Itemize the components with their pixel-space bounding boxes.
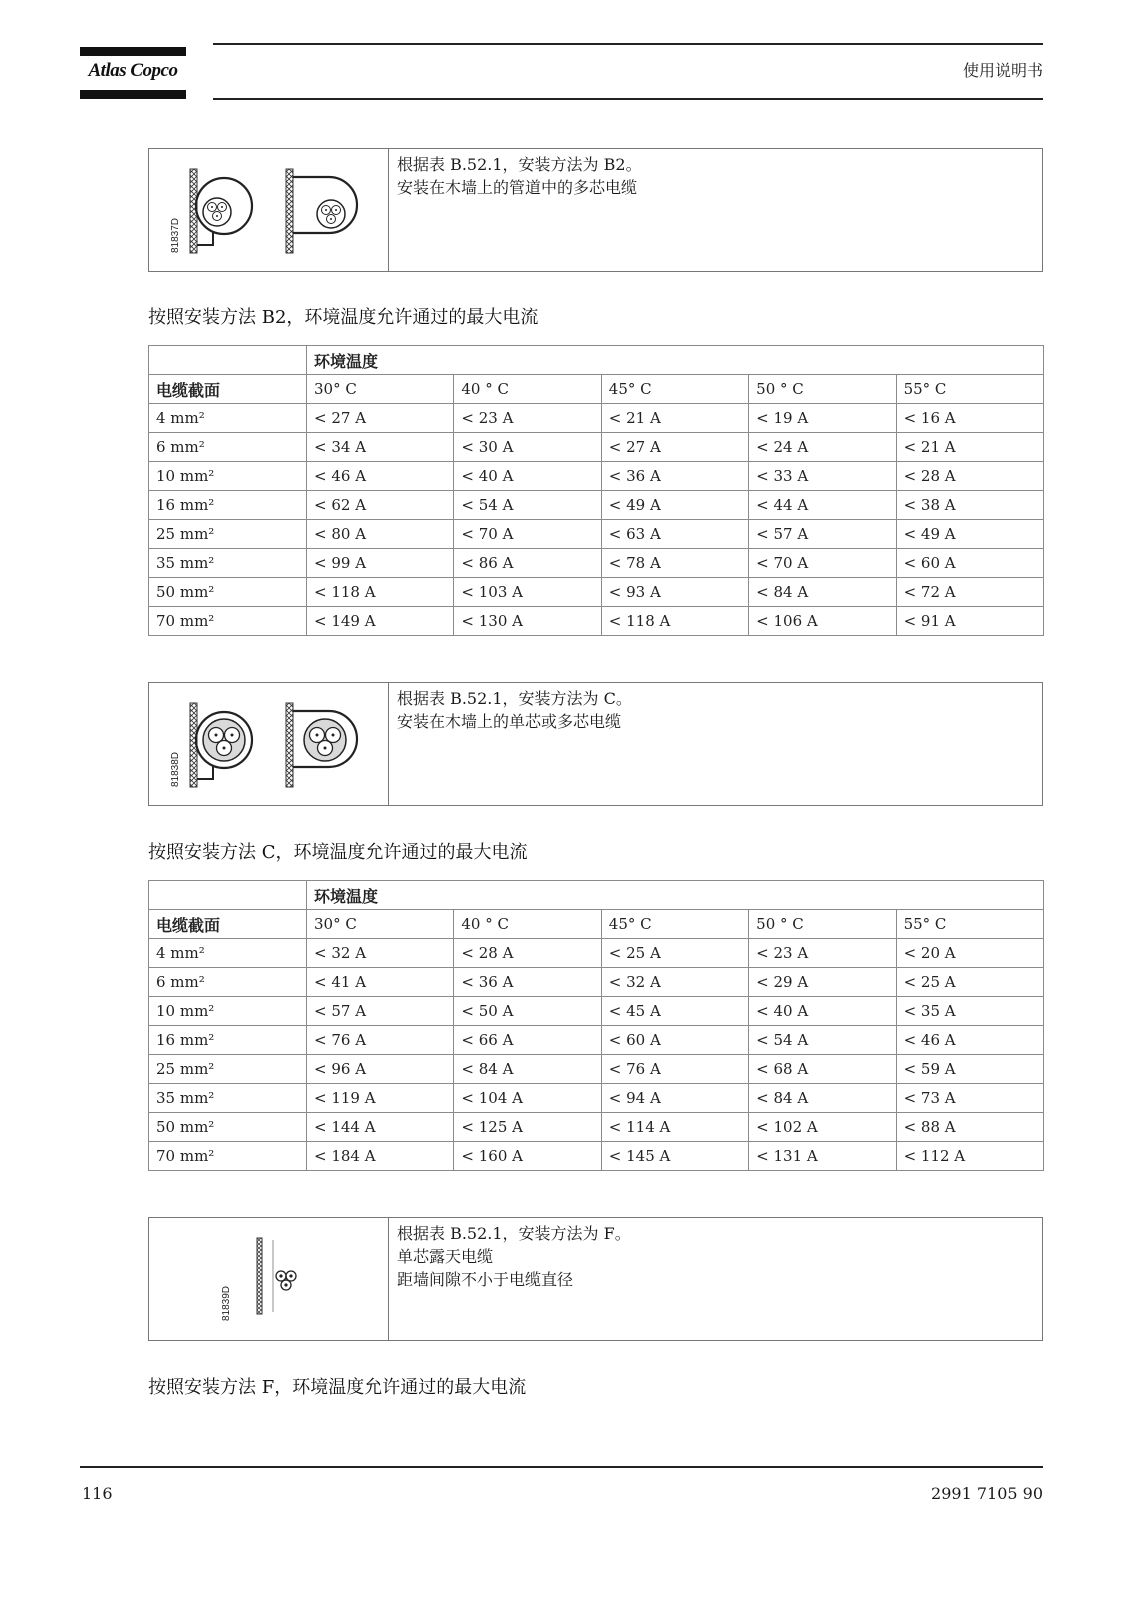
temperature-header-cell: 55° C — [896, 375, 1043, 404]
ambient-temp-header: 环境温度 — [307, 881, 1044, 910]
cable-wall-diagram — [149, 683, 388, 807]
method-f-infobox — [148, 1217, 1043, 1341]
method-b2-current-table — [148, 345, 1044, 636]
current-value-cell: < 130 A — [454, 607, 601, 636]
cable-section-cell: 6 mm² — [149, 433, 307, 462]
temperature-header-cell: 40 ° C — [454, 375, 601, 404]
current-value-cell: < 73 A — [896, 1084, 1043, 1113]
ambient-temp-header: 环境温度 — [307, 346, 1044, 375]
atlas-copco-logo — [80, 47, 186, 99]
table-row — [149, 433, 1044, 462]
table-header-row — [149, 375, 1044, 404]
description-line: 距墙间隙不小于电缆直径 — [397, 1270, 574, 1289]
current-value-cell: < 76 A — [307, 1026, 454, 1055]
current-value-cell: < 27 A — [307, 404, 454, 433]
method-c-infobox — [148, 682, 1043, 806]
method-b2-caption: 按照安装方法 B2，环境温度允许通过的最大电流 — [148, 307, 539, 328]
current-value-cell: < 20 A — [896, 939, 1043, 968]
description-line: 安装在木墙上的单芯或多芯电缆 — [397, 712, 622, 731]
open-air-cable-diagram — [149, 1218, 388, 1342]
current-value-cell: < 27 A — [601, 433, 748, 462]
logo-bar-top — [80, 47, 186, 56]
current-value-cell: < 49 A — [896, 520, 1043, 549]
cable-section-cell: 4 mm² — [149, 939, 307, 968]
current-value-cell: < 35 A — [896, 997, 1043, 1026]
current-value-cell: < 62 A — [307, 491, 454, 520]
current-value-cell: < 96 A — [307, 1055, 454, 1084]
table-row — [149, 968, 1044, 997]
current-value-cell: < 16 A — [896, 404, 1043, 433]
current-value-cell: < 114 A — [601, 1113, 748, 1142]
method-f-description — [389, 1218, 639, 1340]
method-f-caption: 按照安装方法 F，环境温度允许通过的最大电流 — [148, 1377, 527, 1398]
current-value-cell: < 25 A — [601, 939, 748, 968]
current-value-cell: < 21 A — [601, 404, 748, 433]
current-value-cell: < 23 A — [454, 404, 601, 433]
table-row — [149, 491, 1044, 520]
method-c-description — [389, 683, 640, 805]
current-value-cell: < 118 A — [601, 607, 748, 636]
table-header-row — [149, 346, 1044, 375]
current-value-cell: < 78 A — [601, 549, 748, 578]
current-value-cell: < 57 A — [307, 997, 454, 1026]
cable-section-cell: 50 mm² — [149, 578, 307, 607]
current-value-cell: < 70 A — [454, 520, 601, 549]
cable-section-cell: 4 mm² — [149, 404, 307, 433]
figure-code: 81838D — [170, 751, 181, 787]
current-value-cell: < 118 A — [307, 578, 454, 607]
current-value-cell: < 33 A — [749, 462, 896, 491]
current-value-cell: < 32 A — [307, 939, 454, 968]
current-value-cell: < 66 A — [454, 1026, 601, 1055]
table-header-row — [149, 881, 1044, 910]
current-value-cell: < 54 A — [749, 1026, 896, 1055]
current-value-cell: < 72 A — [896, 578, 1043, 607]
current-value-cell: < 59 A — [896, 1055, 1043, 1084]
current-value-cell: < 40 A — [454, 462, 601, 491]
temperature-header-cell: 50 ° C — [749, 375, 896, 404]
table-row — [149, 997, 1044, 1026]
temperature-header-cell: 40 ° C — [454, 910, 601, 939]
method-c-caption: 按照安装方法 C，环境温度允许通过的最大电流 — [148, 842, 528, 863]
temperature-header-cell: 45° C — [601, 910, 748, 939]
current-value-cell: < 36 A — [601, 462, 748, 491]
cable-section-cell: 35 mm² — [149, 549, 307, 578]
footer-rule — [80, 1466, 1043, 1468]
current-value-cell: < 21 A — [896, 433, 1043, 462]
temperature-header-cell: 55° C — [896, 910, 1043, 939]
cable-section-cell: 70 mm² — [149, 1142, 307, 1171]
table-corner-cell — [149, 346, 307, 375]
table-row — [149, 462, 1044, 491]
logo-bar-bottom — [80, 90, 186, 99]
method-b2-figure — [149, 149, 389, 271]
current-value-cell: < 68 A — [749, 1055, 896, 1084]
header-title: 使用说明书 — [962, 61, 1043, 80]
header-rule-bottom — [213, 98, 1043, 100]
cable-conduit-diagram — [149, 149, 388, 273]
current-value-cell: < 106 A — [749, 607, 896, 636]
cable-section-cell: 10 mm² — [149, 462, 307, 491]
current-value-cell: < 60 A — [896, 549, 1043, 578]
current-value-cell: < 54 A — [454, 491, 601, 520]
figure-code: 81839D — [221, 1285, 232, 1321]
description-line: 根据表 B.52.1，安装方法为 B2。 — [397, 155, 642, 174]
current-value-cell: < 29 A — [749, 968, 896, 997]
description-line: 安装在木墙上的管道中的多芯电缆 — [397, 178, 638, 197]
current-value-cell: < 76 A — [601, 1055, 748, 1084]
temperature-header-cell: 30° C — [307, 375, 454, 404]
cable-section-cell: 35 mm² — [149, 1084, 307, 1113]
temperature-header-cell: 45° C — [601, 375, 748, 404]
current-value-cell: < 102 A — [749, 1113, 896, 1142]
current-value-cell: < 38 A — [896, 491, 1043, 520]
page-number: 116 — [82, 1484, 113, 1503]
cable-section-cell: 25 mm² — [149, 1055, 307, 1084]
current-value-cell: < 94 A — [601, 1084, 748, 1113]
table-row — [149, 404, 1044, 433]
current-value-cell: < 104 A — [454, 1084, 601, 1113]
current-value-cell: < 63 A — [601, 520, 748, 549]
current-value-cell: < 93 A — [601, 578, 748, 607]
current-value-cell: < 184 A — [307, 1142, 454, 1171]
current-value-cell: < 44 A — [749, 491, 896, 520]
current-value-cell: < 60 A — [601, 1026, 748, 1055]
current-value-cell: < 57 A — [749, 520, 896, 549]
current-value-cell: < 30 A — [454, 433, 601, 462]
current-value-cell: < 99 A — [307, 549, 454, 578]
temperature-header-cell: 30° C — [307, 910, 454, 939]
current-value-cell: < 19 A — [749, 404, 896, 433]
current-value-cell: < 24 A — [749, 433, 896, 462]
method-b2-description — [389, 149, 650, 271]
current-value-cell: < 131 A — [749, 1142, 896, 1171]
current-value-cell: < 160 A — [454, 1142, 601, 1171]
current-value-cell: < 41 A — [307, 968, 454, 997]
current-value-cell: < 84 A — [454, 1055, 601, 1084]
description-line: 根据表 B.52.1，安装方法为 F。 — [397, 1224, 631, 1243]
table-row — [149, 578, 1044, 607]
current-value-cell: < 34 A — [307, 433, 454, 462]
table-row — [149, 1113, 1044, 1142]
current-value-cell: < 149 A — [307, 607, 454, 636]
current-value-cell: < 88 A — [896, 1113, 1043, 1142]
cable-section-cell: 16 mm² — [149, 491, 307, 520]
current-value-cell: < 46 A — [896, 1026, 1043, 1055]
table-row — [149, 1142, 1044, 1171]
current-value-cell: < 112 A — [896, 1142, 1043, 1171]
temperature-header-cell: 50 ° C — [749, 910, 896, 939]
current-value-cell: < 50 A — [454, 997, 601, 1026]
current-value-cell: < 84 A — [749, 578, 896, 607]
table-corner-cell — [149, 881, 307, 910]
current-value-cell: < 40 A — [749, 997, 896, 1026]
current-value-cell: < 45 A — [601, 997, 748, 1026]
table-row — [149, 939, 1044, 968]
table-row — [149, 607, 1044, 636]
table-row — [149, 549, 1044, 578]
cable-section-cell: 16 mm² — [149, 1026, 307, 1055]
current-value-cell: < 125 A — [454, 1113, 601, 1142]
cable-section-cell: 70 mm² — [149, 607, 307, 636]
current-value-cell: < 23 A — [749, 939, 896, 968]
current-value-cell: < 84 A — [749, 1084, 896, 1113]
method-f-figure — [149, 1218, 389, 1340]
header-rule-top — [213, 43, 1043, 45]
current-value-cell: < 32 A — [601, 968, 748, 997]
current-value-cell: < 25 A — [896, 968, 1043, 997]
current-value-cell: < 49 A — [601, 491, 748, 520]
current-value-cell: < 80 A — [307, 520, 454, 549]
current-value-cell: < 28 A — [454, 939, 601, 968]
cable-section-header: 电缆截面 — [149, 910, 307, 939]
current-value-cell: < 36 A — [454, 968, 601, 997]
table-row — [149, 520, 1044, 549]
method-c-current-table — [148, 880, 1044, 1171]
document-number: 2991 7105 90 — [931, 1484, 1043, 1503]
logo-wordmark: Atlas Copco — [88, 60, 178, 81]
current-value-cell: < 145 A — [601, 1142, 748, 1171]
current-value-cell: < 119 A — [307, 1084, 454, 1113]
figure-code: 81837D — [170, 217, 181, 253]
current-value-cell: < 46 A — [307, 462, 454, 491]
current-value-cell: < 103 A — [454, 578, 601, 607]
description-line: 单芯露天电缆 — [397, 1247, 494, 1266]
cable-section-cell: 50 mm² — [149, 1113, 307, 1142]
current-value-cell: < 91 A — [896, 607, 1043, 636]
description-line: 根据表 B.52.1，安装方法为 C。 — [397, 689, 632, 708]
cable-section-cell: 6 mm² — [149, 968, 307, 997]
cable-section-header: 电缆截面 — [149, 375, 307, 404]
cable-section-cell: 10 mm² — [149, 997, 307, 1026]
table-row — [149, 1026, 1044, 1055]
method-c-figure — [149, 683, 389, 805]
current-value-cell: < 70 A — [749, 549, 896, 578]
table-row — [149, 1055, 1044, 1084]
method-b2-infobox — [148, 148, 1043, 272]
table-row — [149, 1084, 1044, 1113]
cable-section-cell: 25 mm² — [149, 520, 307, 549]
table-header-row — [149, 910, 1044, 939]
current-value-cell: < 28 A — [896, 462, 1043, 491]
current-value-cell: < 144 A — [307, 1113, 454, 1142]
current-value-cell: < 86 A — [454, 549, 601, 578]
